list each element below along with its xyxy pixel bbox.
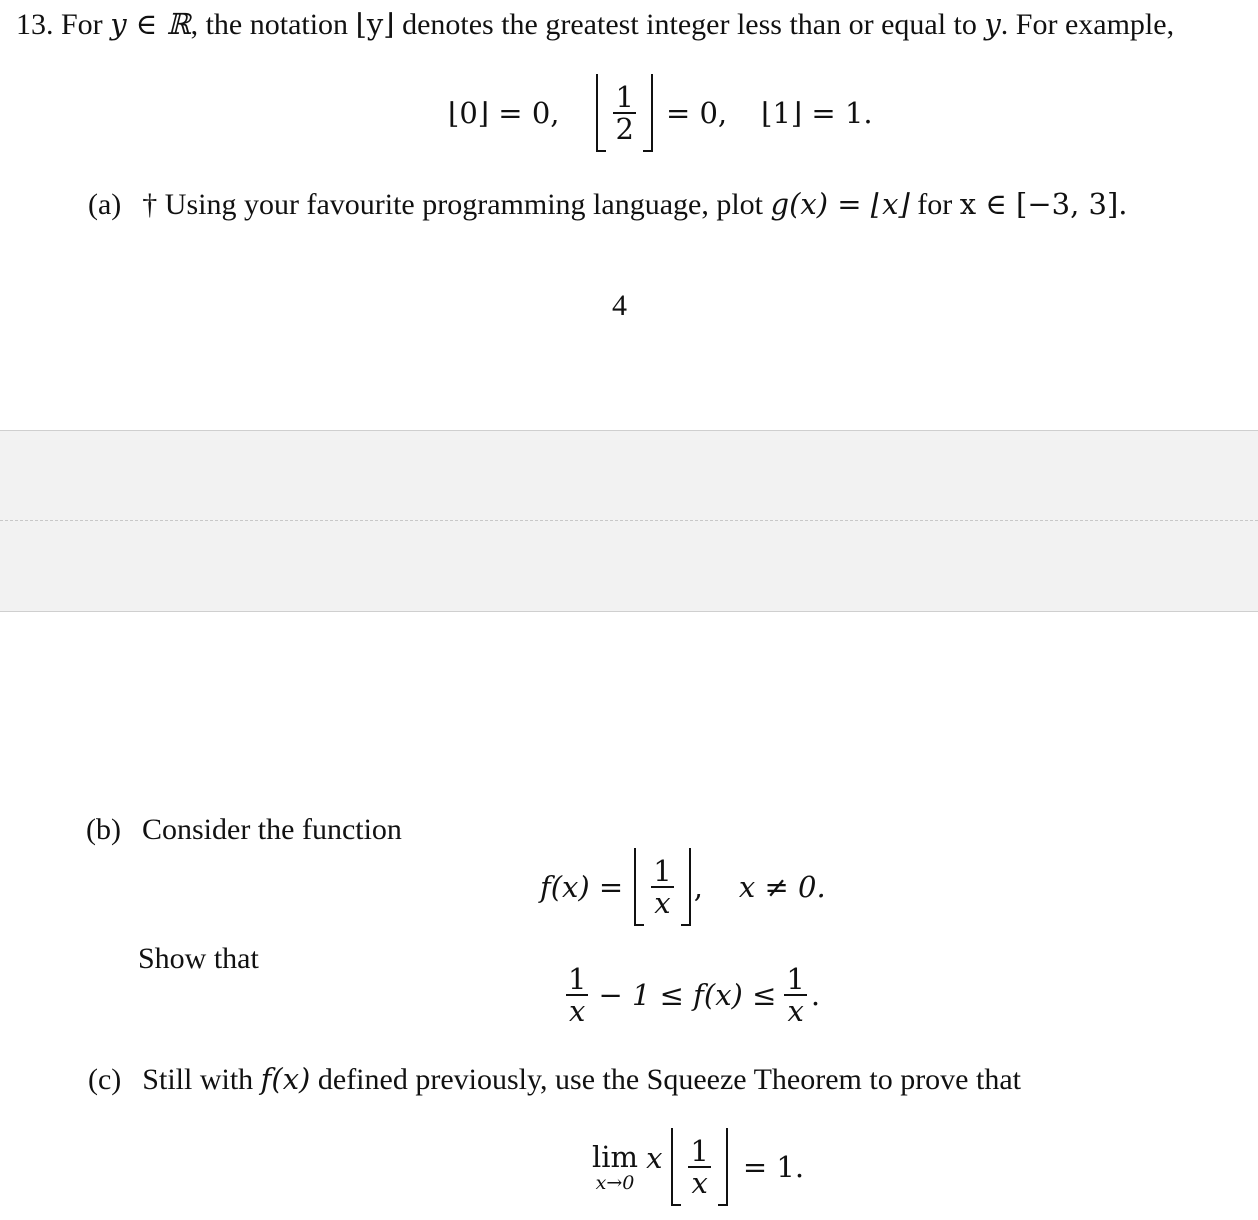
function-lhs: f(x) = <box>540 870 624 904</box>
fraction-numerator: 1 <box>653 854 672 888</box>
limit-word: lim <box>592 1140 639 1174</box>
page-break-bottom-rule <box>0 611 1258 612</box>
limit-variable: x <box>646 1141 663 1175</box>
intro-text: For <box>61 8 103 41</box>
fraction-one-over-x <box>784 964 806 1026</box>
intro-text: . For example, <box>1000 8 1175 41</box>
fraction-numerator: 1 <box>786 962 805 996</box>
intro-math-domain: y ∈ ℝ <box>110 7 191 41</box>
part-b-text: Consider the function <box>141 813 402 846</box>
inequality-middle: − 1 ≤ f(x) ≤ <box>598 978 777 1012</box>
part-a-text: for <box>917 188 953 221</box>
part-c-text: Still with <box>142 1063 254 1096</box>
part-a-function: g(x) = ⌊x⌋ <box>770 187 910 221</box>
inequality <box>562 964 820 1026</box>
floor-bracket-left <box>634 848 644 926</box>
part-a-label: (a) <box>88 188 122 221</box>
function-comma: , <box>693 870 703 904</box>
limit-expression <box>592 1128 804 1206</box>
fraction-one-over-x <box>651 856 673 918</box>
part-c <box>88 1061 1021 1098</box>
part-b-label: (b) <box>86 813 121 846</box>
fraction-denominator: x <box>569 994 586 1028</box>
fraction-numerator: 1 <box>615 80 634 114</box>
floor-bracket-left <box>671 1128 681 1206</box>
example-half-result: = 0, <box>665 96 728 130</box>
fraction-one-over-x <box>566 964 588 1026</box>
part-c-text: defined previously, use the Squeeze Theorem to prove that <box>317 1063 1021 1096</box>
limit-result: = 1. <box>742 1150 805 1184</box>
page-number: 4 <box>612 289 627 322</box>
part-c-function: f(x) <box>260 1062 311 1096</box>
fraction-denominator: 2 <box>615 112 634 146</box>
function-definition <box>540 848 826 926</box>
function-condition: x ≠ 0. <box>738 870 826 904</box>
floor-bracket-right <box>718 1128 728 1206</box>
fraction-denominator: x <box>654 886 671 920</box>
examples-display <box>448 74 873 152</box>
intro-text: , the notation <box>190 8 349 41</box>
page-break-band <box>0 431 1258 611</box>
fraction-numerator: 1 <box>690 1134 709 1168</box>
example-floor-zero: ⌊0⌋ = 0, <box>448 96 560 130</box>
fraction-denominator: x <box>787 994 804 1028</box>
part-c-label: (c) <box>88 1063 122 1096</box>
part-b-header <box>86 812 402 848</box>
problem-number: 13. <box>16 8 54 41</box>
limit-subscript: x→0 <box>595 1172 635 1194</box>
floor-bracket-right <box>643 74 653 152</box>
fraction-one-over-x <box>688 1136 710 1198</box>
part-a-interval: x ∈ [−3, 3]. <box>959 187 1128 221</box>
problem-statement <box>16 6 1174 43</box>
intro-math-y: y <box>984 7 1001 41</box>
fraction-numerator: 1 <box>568 962 587 996</box>
part-a-text: † Using your favourite programming language, plot <box>142 188 763 221</box>
inequality-period: . <box>810 978 821 1012</box>
floor-notation: ⌊y⌋ <box>355 7 395 41</box>
page-break-dashed-rule <box>0 520 1258 521</box>
floor-bracket-right <box>681 848 691 926</box>
show-that-text: Show that <box>138 942 259 975</box>
limit-operator <box>592 1141 638 1193</box>
fraction-denominator: x <box>691 1166 708 1200</box>
example-floor-one: ⌊1⌋ = 1. <box>761 96 873 130</box>
fraction-one-half <box>613 82 635 144</box>
floor-bracket-left <box>596 74 606 152</box>
intro-text: denotes the greatest integer less than or equal to <box>402 8 977 41</box>
part-a <box>88 186 1128 223</box>
